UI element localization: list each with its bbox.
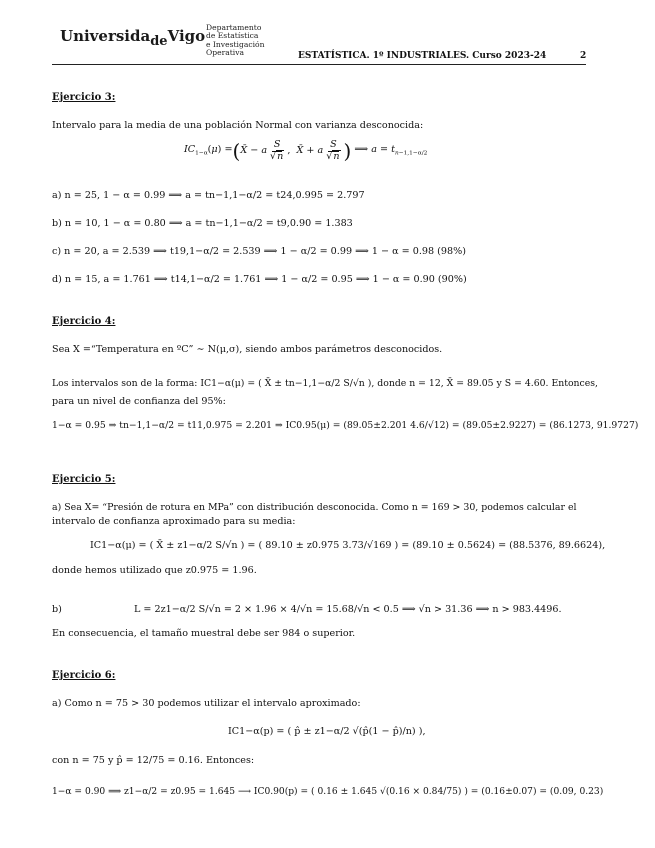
ex3-item-b: b) n = 10, 1 − α = 0.80 ⟹ a = tn−1,1−α/2 = t9,0.90 = 1.383 [52,218,353,229]
logo-part-3: Vigo [167,27,206,45]
logo-part-1: Universida [60,27,151,45]
dept-line: de Estatística [206,31,259,41]
ex3-item-d: d) n = 15, a = 1.761 ⟹ t14,1−α/2 = 1.761 ⟹ 1 − α/2 = 0.95 ⟹ 1 − α = 0.90 (90%) [52,274,467,285]
ex5-b-formula: L = 2z1−α/2 S/√n = 2 × 1.96 × 4/√n = 15.68/√n < 0.5 ⟹ √n > 31.36 ⟹ n > 983.4496. [134,604,562,615]
header-rule [52,64,586,65]
logo-part-2: de [150,34,168,49]
ex5-a-line-2: intervalo de confianza aproximado para su media: [52,516,296,527]
ex3-intro: Intervalo para la media de una población Normal con varianza desconocida: [52,120,424,131]
ex6-a-line-1: a) Como n = 75 > 30 podemos utilizar el intervalo aproximado: [52,698,361,709]
university-logo [60,27,205,50]
department-name [206,24,265,58]
ex3-title: Ejercicio 3: [52,92,116,103]
ex5-a-line-3: donde hemos utilizado que z0.975 = 1.96. [52,565,257,576]
ex4-line-4: 1−α = 0.95 ⇒ tn−1,1−α/2 = t11,0.975 = 2.201 ⇒ IC0.95(μ) = (89.05±2.201 4.6/√12) = (89.05±2.9227) = (86.1273, 91.9727) [52,420,639,431]
page-number: 2 [580,51,587,61]
ex4-line-2: Los intervalos son de la forma: IC1−α(μ) = ( X̄ ± tn−1,1−α/2 S/√n ), donde n = 12, X̄ = 89.05 y S = 4.60. Entonces, [52,378,598,389]
dept-line: Operativa [206,48,245,58]
ex4-line-1: Sea X =“Temperatura en ºC” ∼ N(μ,σ), siendo ambos parámetros desconocidos. [52,344,443,355]
ex6-a-line-3: 1−α = 0.90 ⟹ z1−α/2 = z0.95 = 1.645 ⟶ IC0.90(p) = ( 0.16 ± 1.645 √(0.16 × 0.84/75) ) = (0.16±0.07) = (0.09, 0.23) [52,787,604,797]
ex6-a-line-2: con n = 75 y p̂ = 12/75 = 0.16. Entonces: [52,755,255,766]
ex5-formula: IC1−α(μ) = ( X̄ ± z1−α/2 S/√n ) = ( 89.10 ± z0.975 3.73/√169 ) = (89.10 ± 0.5624) = (88.5376, 89.6624), [90,540,606,551]
ex5-a-line-1: a) Sea X= “Presión de rotura en MPa” con distribución desconocida. Como n = 169 > 30, podemos calcular el [52,502,577,513]
ex4-title: Ejercicio 4: [52,316,116,327]
dept-line: e Investigación [206,39,265,49]
ex3-formula: $IC_{1-\alpha}(\mu)$ = ( X̄ − a $\frac{S}{√n}$ , X̄ + a $\frac{S}{√n}$ ) ⟹ $a = t_{n-1,1-\alpha/2}$ [184,138,428,163]
dept-line: Departamento [206,23,262,32]
ex6-title: Ejercicio 6: [52,670,116,681]
ex6-formula: IC1−α(p) = ( p̂ ± z1−α/2 √(p̂(1 − p̂)/n) ), [228,726,426,737]
ex5-title: Ejercicio 5: [52,474,116,485]
course-title: ESTATÍSTICA. 1º INDUSTRIALES. Curso 2023-24 [298,51,547,61]
ex5-b-conclusion: En consecuencia, el tamaño muestral debe ser 984 o superior. [52,628,356,639]
ex3-item-c: c) n = 20, a = 2.539 ⟹ t19,1−α/2 = 2.539 ⟹ 1 − α/2 = 0.99 ⟹ 1 − α = 0.98 (98%) [52,246,466,257]
ex3-item-a: a) n = 25, 1 − α = 0.99 ⟹ a = tn−1,1−α/2 = t24,0.995 = 2.797 [52,190,365,201]
ex4-line-3: para un nivel de confianza del 95%: [52,396,226,407]
ex5-b-label: b) [52,604,62,615]
